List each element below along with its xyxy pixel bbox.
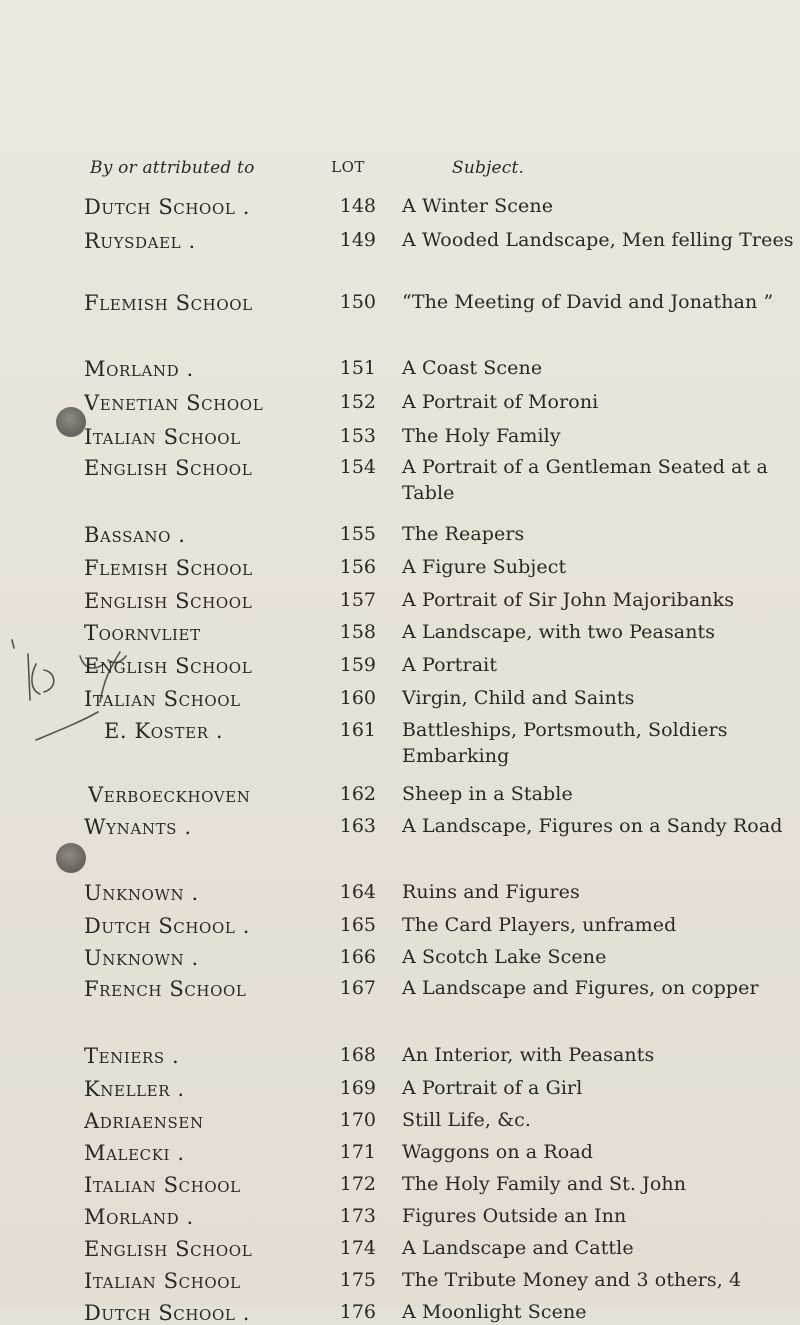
lot-number: 153 (339, 425, 376, 447)
punch-hole (56, 843, 86, 873)
lot-number: 170 (339, 1109, 376, 1131)
lot-subject: The Tribute Money and 3 others, 4 (402, 1269, 742, 1291)
lot-artist: Unknown . (84, 881, 199, 905)
lot-subject: A Figure Subject (402, 556, 567, 578)
lot-subject: Waggons on a Road (402, 1141, 594, 1163)
lot-artist: Malecki . (84, 1141, 185, 1165)
lot-artist: French School (84, 977, 247, 1001)
lot-artist: Italian School (84, 1173, 241, 1197)
lot-number: 151 (339, 357, 376, 379)
lot-number: 165 (339, 914, 376, 936)
lot-number: 156 (339, 556, 376, 578)
lot-subject: A Scotch Lake Scene (402, 946, 607, 968)
lot-number: 150 (339, 291, 376, 313)
lot-number: 157 (339, 589, 376, 611)
lot-artist: Italian School (84, 1269, 241, 1293)
lot-subject: An Interior, with Peasants (402, 1044, 655, 1066)
lot-number: 149 (339, 229, 376, 251)
lot-artist: Verboeckhoven (88, 783, 251, 807)
punch-hole (56, 407, 86, 437)
lot-number: 168 (339, 1044, 376, 1066)
lot-number: 175 (339, 1269, 376, 1291)
lot-subject: A Portrait of a Gentleman Seated at a Table (402, 456, 768, 504)
lot-artist: Toornvliet (84, 621, 201, 645)
lot-number: 174 (339, 1237, 376, 1259)
lot-subject: Virgin, Child and Saints (402, 687, 635, 709)
lot-artist: English School (84, 589, 253, 613)
lot-number: 162 (339, 783, 376, 805)
lot-subject: A Landscape, Figures on a Sandy Road (402, 815, 783, 837)
lot-number: 148 (339, 195, 376, 217)
lot-subject: A Portrait of Sir John Majoribanks (402, 589, 735, 611)
lot-artist: Wynants . (84, 815, 192, 839)
column-header-subject: Subject. (452, 158, 525, 178)
column-header-lot: LOT (331, 158, 365, 176)
lot-subject: A Wooded Landscape, Men felling Trees (402, 229, 794, 251)
lot-artist: Venetian School (84, 391, 264, 415)
lot-subject: A Landscape and Figures, on copper (402, 977, 759, 999)
lot-number: 155 (339, 523, 376, 545)
lot-number: 169 (339, 1077, 376, 1099)
lot-artist: Unknown . (84, 946, 199, 970)
lot-subject: Battleships, Portsmouth, Soldiers Embarking (402, 719, 728, 767)
lot-artist: E. Koster . (104, 719, 224, 743)
lot-artist: English School (84, 1237, 253, 1261)
lot-artist: Dutch School . (84, 914, 250, 938)
lot-artist: Dutch School . (84, 195, 250, 219)
lot-artist: Morland . (84, 1205, 194, 1229)
lot-number: 172 (339, 1173, 376, 1195)
lot-artist: Kneller . (84, 1077, 185, 1101)
lot-subject: A Portrait of Moroni (402, 391, 599, 413)
lot-artist: Morland . (84, 357, 194, 381)
lot-subject: “The Meeting of David and Jonathan ” (402, 291, 774, 313)
lot-number: 176 (339, 1301, 376, 1323)
lot-subject: A Winter Scene (402, 195, 554, 217)
column-header-artist: By or attributed to (90, 158, 255, 178)
lot-number: 159 (339, 654, 376, 676)
lot-subject: A Coast Scene (402, 357, 543, 379)
lot-subject: A Moonlight Scene (402, 1301, 587, 1323)
lot-subject: Still Life, &c. (402, 1109, 532, 1131)
lot-artist: Teniers . (84, 1044, 180, 1068)
lot-subject: The Holy Family (402, 425, 561, 447)
lot-number: 158 (339, 621, 376, 643)
lot-artist: Flemish School (84, 556, 253, 580)
lot-subject: Sheep in a Stable (402, 783, 573, 805)
lot-artist: Ruysdael . (84, 229, 196, 253)
lot-subject: The Card Players, unframed (402, 914, 677, 936)
lot-artist: Dutch School . (84, 1301, 250, 1325)
lot-number: 171 (339, 1141, 376, 1163)
lot-subject: A Landscape and Cattle (402, 1237, 634, 1259)
lot-subject: The Holy Family and St. John (402, 1173, 687, 1195)
lot-artist: English School (84, 654, 253, 678)
lot-number: 173 (339, 1205, 376, 1227)
lot-subject: A Portrait of a Girl (402, 1077, 583, 1099)
lot-number: 154 (339, 456, 376, 478)
lot-subject: Figures Outside an Inn (402, 1205, 627, 1227)
lot-subject: A Portrait (402, 654, 498, 676)
lot-artist: Adriaensen (84, 1109, 204, 1133)
lot-number: 160 (339, 687, 376, 709)
lot-number: 161 (339, 719, 376, 741)
lot-artist: Italian School (84, 425, 241, 449)
lot-artist: Flemish School (84, 291, 253, 315)
lot-subject: Ruins and Figures (402, 881, 580, 903)
lot-number: 167 (339, 977, 376, 999)
lot-artist: Italian School (84, 687, 241, 711)
lot-number: 164 (339, 881, 376, 903)
lot-number: 163 (339, 815, 376, 837)
lot-subject: A Landscape, with two Peasants (402, 621, 716, 643)
lot-number: 152 (339, 391, 376, 413)
lot-number: 166 (339, 946, 376, 968)
lot-artist: Bassano . (84, 523, 186, 547)
lot-subject: The Reapers (402, 523, 525, 545)
lot-artist: English School (84, 456, 253, 480)
